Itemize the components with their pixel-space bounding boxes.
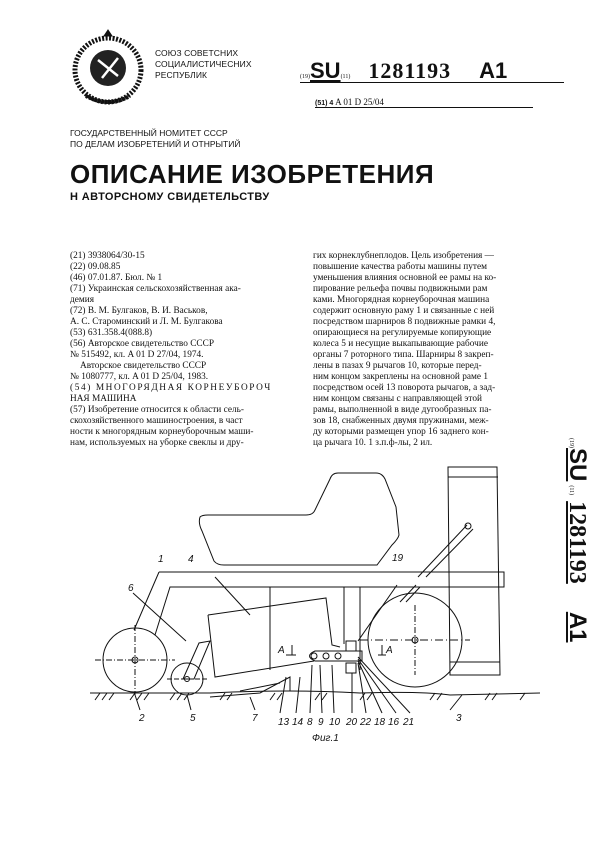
committee-line: ГОСУДАРСТВЕННЫЙ НОМИТЕТ СССР <box>70 128 228 138</box>
bibliographic-column <box>70 251 304 449</box>
kind-code: A1 <box>479 58 508 83</box>
committee-line: ПО ДЕЛАМ ИЗОБРЕТЕНИЙ И ОТНРЫТИЙ <box>70 139 241 149</box>
figure-caption: Фиг.1 <box>312 733 339 744</box>
side-patent-number: 1281193 <box>564 501 590 584</box>
label-13: 13 <box>278 717 290 728</box>
abstract-line: скохозяйственного машиностроения, в част <box>70 416 243 426</box>
abstract-line: органы 7 роторного типа. Шарниры 8 закреп- <box>313 350 494 360</box>
document-title: ОПИСАНИЕ ИЗОБРЕТЕНИЯ <box>70 159 435 189</box>
ipc-code: (51) 4 <box>315 100 334 107</box>
abstract-line: пирование рельефа почвы подвижными рам <box>313 284 488 294</box>
label-2: 2 <box>139 713 145 724</box>
side-inid-19: (19) <box>568 438 574 448</box>
abstract-line: гих корнеклубнеплодов. Цель изобретения — <box>313 251 494 261</box>
invention-title-line: НАЯ МАШИНА <box>70 394 137 404</box>
biblio-line: (72) В. М. Булгаков, В. И. Васьков, <box>70 306 208 316</box>
inid-code-11: (11) <box>340 74 351 80</box>
ipc-value: A 01 D 25/04 <box>335 97 384 107</box>
ground-line <box>90 691 540 695</box>
label-7: 7 <box>252 713 258 724</box>
label-19: 19 <box>392 553 404 564</box>
label-section-a-right: А <box>386 645 393 656</box>
abstract-line: зов 18, снабженных двумя пружинами, меж- <box>313 416 489 426</box>
label-6: 6 <box>128 583 134 594</box>
abstract-line: рамы, выполненной в виде дугообразных па- <box>313 405 492 415</box>
side-inid-11: (11) <box>568 485 574 496</box>
biblio-line: демия <box>70 295 94 305</box>
label-22: 22 <box>360 717 372 728</box>
biblio-line: А. С. Староминский и Л. М. Булгакова <box>70 317 223 327</box>
abstract-line: содержит основную раму 1 и связанные с ней <box>313 306 495 316</box>
label-5: 5 <box>190 713 196 724</box>
machine-drawing <box>90 465 540 765</box>
label-3: 3 <box>456 713 462 724</box>
biblio-line: (22) 09.08.85 <box>70 262 121 272</box>
biblio-line: (56) Авторское свидетельство СССР <box>70 339 214 349</box>
hopper <box>448 467 500 675</box>
ussr-emblem-icon <box>68 28 148 110</box>
label-16: 16 <box>388 717 400 728</box>
abstract-line: ности к многорядным корнеуборочным маши- <box>70 427 254 437</box>
biblio-line: Авторское свидетельство СССР <box>80 361 207 371</box>
side-kind-code: A1 <box>564 611 591 643</box>
patent-id-line <box>300 58 564 83</box>
abstract-line: колеса 5 и несущие выкапывающие рабочие <box>313 339 488 349</box>
abstract-line: посредством шарниров 8 подвижные рамки 4, <box>313 317 496 327</box>
conveyor <box>418 525 473 577</box>
abstract-line: уменьшения влияния основной ее рамы на ко- <box>313 273 497 283</box>
document-subtitle: Н АВТОРСНОМУ СВИДЕТЕЛЬСТВУ <box>70 191 270 203</box>
biblio-line: (53) 631.358.4(088.8) <box>70 328 153 338</box>
union-name-line: СОЮЗ СОВЕТСНИХ <box>155 48 239 58</box>
abstract-line: (57) Изобретение относится к области сель- <box>70 405 244 415</box>
biblio-line: (21) 3938064/30-15 <box>70 251 145 261</box>
abstract-line: ним концом закреплены на основной раме 1 <box>313 372 488 382</box>
abstract-line: посредством осей 13 поворота рычагов, а зад- <box>313 383 496 393</box>
label-1: 1 <box>158 554 164 565</box>
union-name-line: РЕСПУБЛИК <box>155 70 208 80</box>
label-9: 9 <box>318 717 324 728</box>
biblio-line: № 1080777, кл. A 01 D 25/04, 1983. <box>70 372 209 382</box>
label-section-a-left: А <box>278 645 285 656</box>
abstract-line: ним концом связаны с направляющей этой <box>313 394 482 404</box>
abstract-line: опирающиеся на регулируемые копирующие <box>313 328 492 338</box>
patent-number: 1281193 <box>368 58 452 83</box>
abstract-line: ца рычага 10. 1 з.п.ф-лы, 2 ил. <box>313 438 433 448</box>
abstract-column <box>313 251 547 449</box>
label-8: 8 <box>307 717 313 728</box>
abstract-line: ками. Многорядная корнеуборочная машина <box>313 295 490 305</box>
union-name-line: СОЦИАЛИСТИЧЕСНИХ <box>155 59 252 69</box>
side-patent-stamp <box>543 438 593 683</box>
label-21: 21 <box>403 717 415 728</box>
side-country-code: SU <box>564 448 591 482</box>
cab-outline <box>199 473 399 565</box>
abstract-line: повышение качества работы машины путем <box>313 262 488 272</box>
label-4: 4 <box>188 554 194 565</box>
biblio-line: № 515492, кл. A 01 D 27/04, 1974. <box>70 350 204 360</box>
abstract-line: лены в пазах 9 рычагов 10, которые перед- <box>313 361 482 371</box>
label-20: 20 <box>346 717 358 728</box>
main-frame <box>134 572 504 670</box>
label-10: 10 <box>329 717 341 728</box>
biblio-line: (46) 07.01.87. Бюл. № 1 <box>70 273 163 283</box>
inid-code-19: (19) <box>300 74 310 80</box>
ipc-classification <box>315 97 533 108</box>
label-18: 18 <box>374 717 386 728</box>
invention-title-line: (54) МНОГОРЯДНАЯ КОРНЕУБОРОЧ <box>70 383 272 393</box>
abstract-line: ду которыми размещен упор 16 заднего кон- <box>313 427 489 437</box>
abstract-line: нам, используемых на уборке свеклы и дру- <box>70 438 244 448</box>
country-code: SU <box>310 58 341 83</box>
biblio-line: (71) Украинская сельскохозяйственная ака- <box>70 284 241 294</box>
label-14: 14 <box>292 717 304 728</box>
